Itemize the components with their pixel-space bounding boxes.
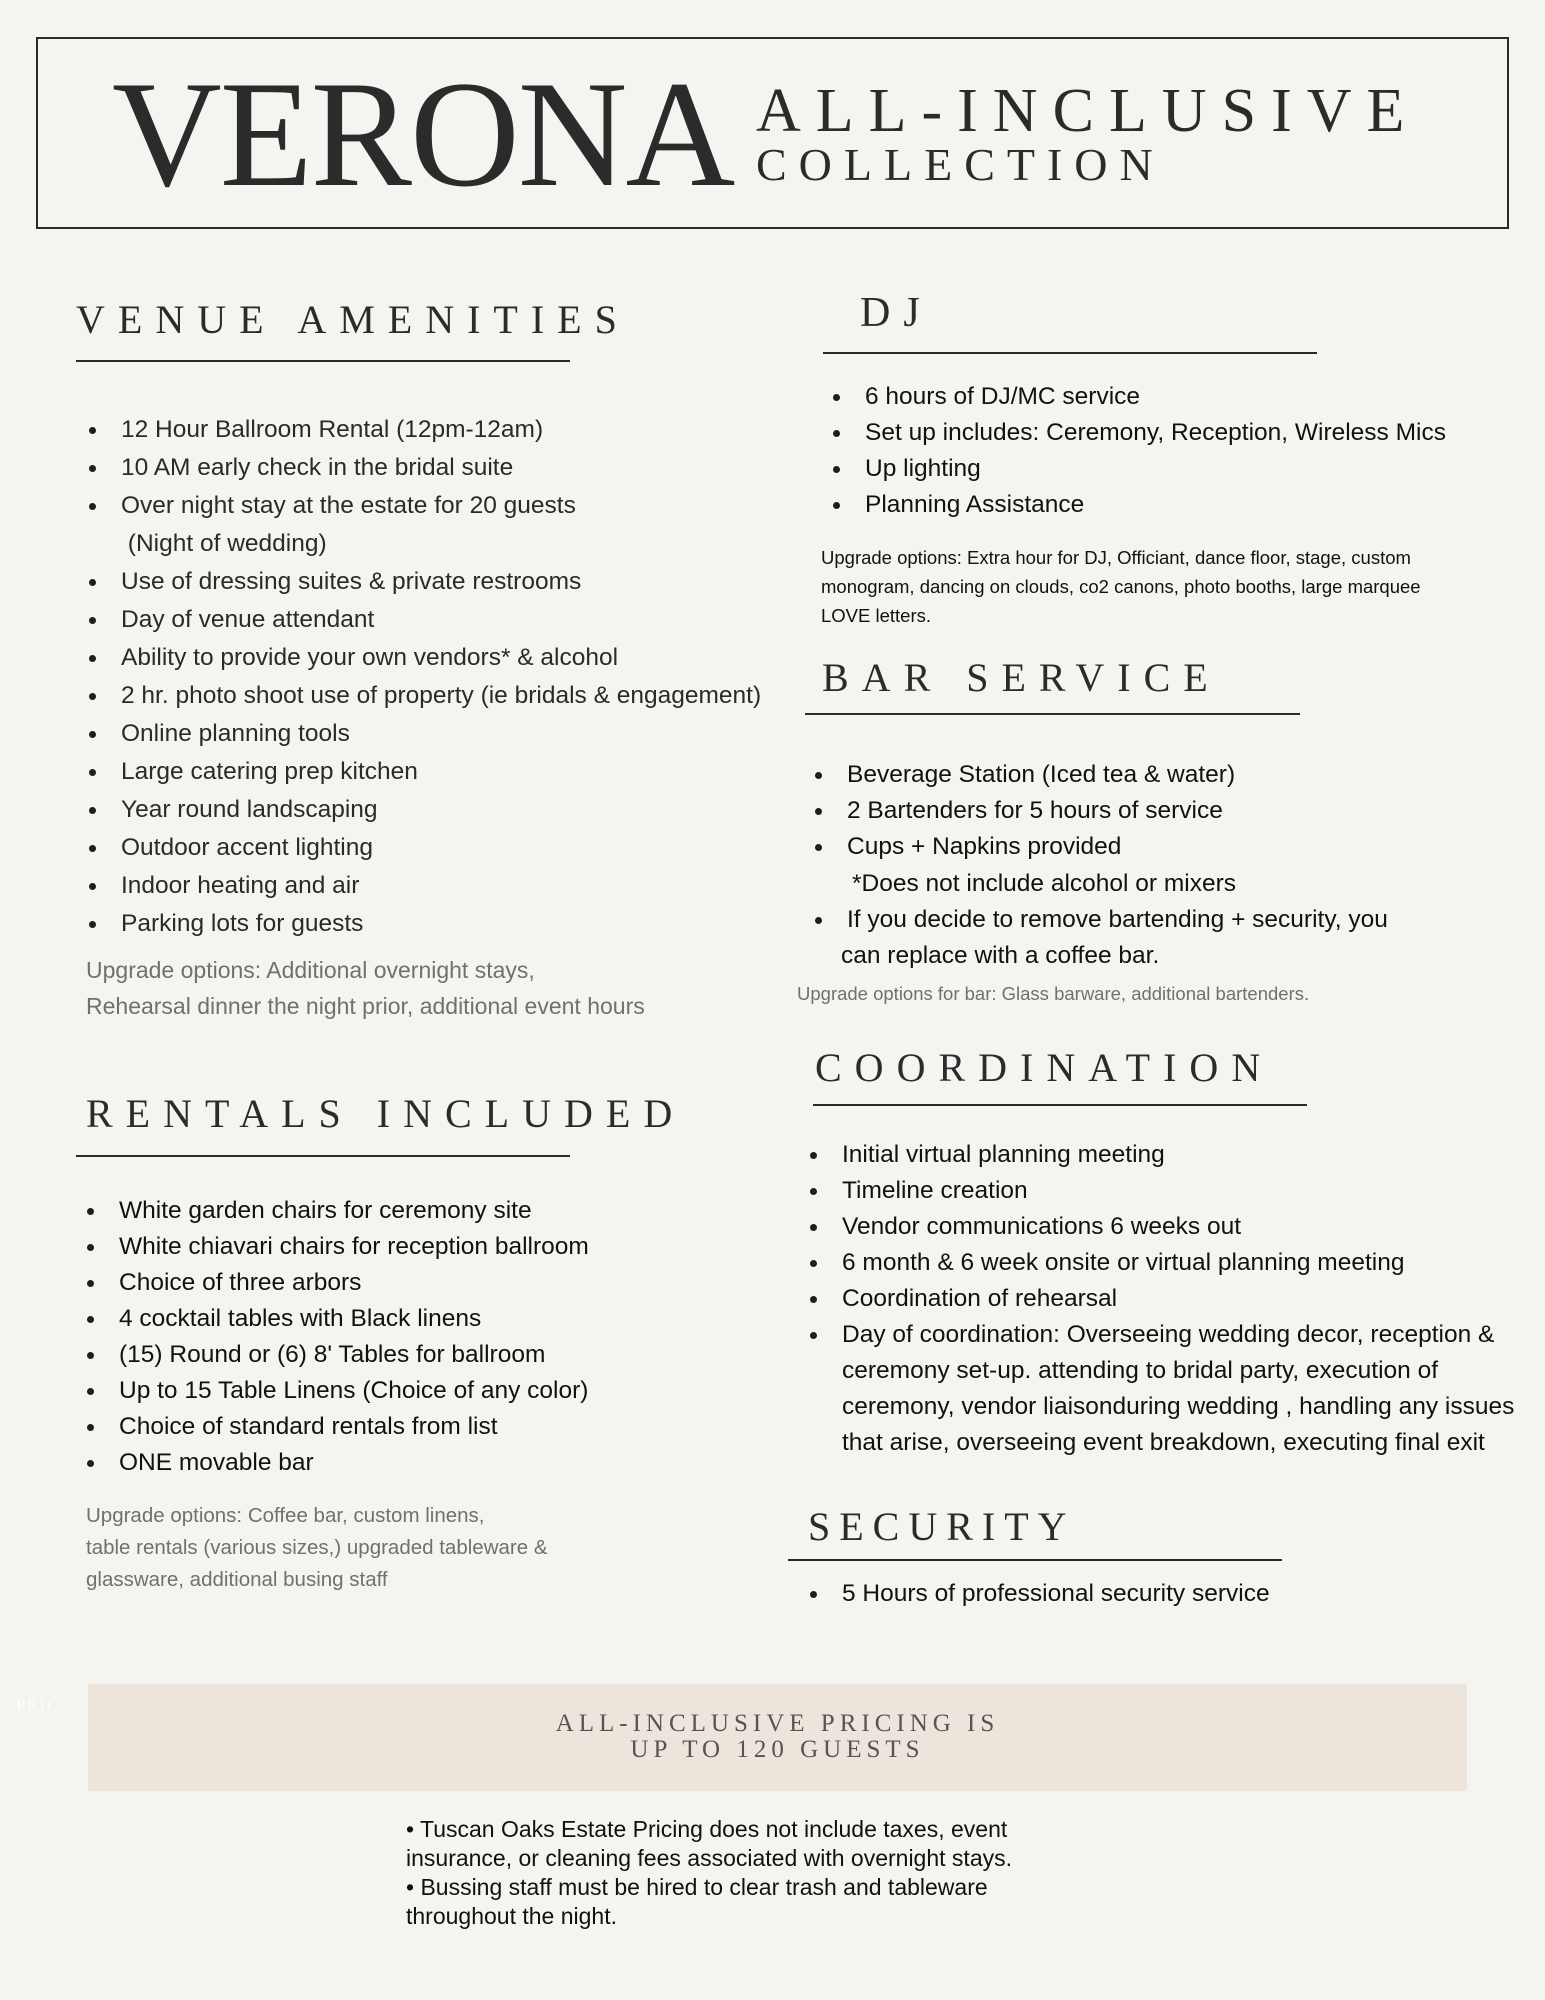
list-item: Planning Assistance	[865, 487, 1446, 523]
dj-list	[865, 379, 1446, 523]
list-item: Online planning tools	[121, 715, 761, 753]
list-item: 10 AM early check in the bridal suite	[121, 449, 761, 487]
list-item: Cups + Napkins provided	[847, 829, 1235, 865]
rentals-title: RENTALS INCLUDED	[86, 1091, 686, 1136]
footer-note-line: throughout the night.	[406, 1903, 617, 1929]
list-item: Coordination of rehearsal	[842, 1281, 1494, 1317]
rentals-upgrade-line: glassware, additional busing staff	[86, 1568, 388, 1591]
list-item: Timeline creation	[842, 1173, 1494, 1209]
coordination-continuation	[842, 1353, 1514, 1461]
list-item: Choice of three arbors	[119, 1265, 589, 1301]
list-item: Beverage Station (Iced tea & water)	[847, 757, 1235, 793]
bar-service-title: BAR SERVICE	[822, 655, 1221, 700]
venue-upgrade-line: Rehearsal dinner the night prior, additional event hours	[86, 993, 645, 1019]
list-item: Large catering prep kitchen	[121, 753, 761, 791]
list-item: (15) Round or (6) 8' Tables for ballroom	[119, 1337, 589, 1373]
dj-divider	[823, 352, 1317, 354]
dj-upgrade-line: Upgrade options: Extra hour for DJ, Officiant, dance floor, stage, custom	[821, 547, 1411, 568]
collection-subtitle-line1: ALL-INCLUSIVE	[756, 77, 1420, 145]
dj-upgrade-line: LOVE letters.	[821, 605, 932, 626]
list-item: 12 Hour Ballroom Rental (12pm-12am)	[121, 411, 761, 449]
security-divider	[788, 1559, 1282, 1561]
list-item: 6 hours of DJ/MC service	[865, 379, 1446, 415]
list-item: Up lighting	[865, 451, 1446, 487]
footer-note-line: • Tuscan Oaks Estate Pricing does not include taxes, event	[406, 1816, 1008, 1842]
rentals-upgrade-note	[86, 1500, 548, 1596]
dj-upgrade-line: monogram, dancing on clouds, co2 canons, photo booths, large marquee	[821, 576, 1421, 597]
security-list	[842, 1576, 1270, 1612]
list-item: Indoor heating and air	[121, 867, 761, 905]
list-item: Vendor communications 6 weeks out	[842, 1209, 1494, 1245]
collection-subtitle-line2: COLLECTION	[756, 139, 1165, 190]
venue-amenities-divider	[76, 360, 570, 362]
list-item: ONE movable bar	[119, 1445, 589, 1481]
dj-title: DJ	[860, 290, 933, 336]
dj-upgrade-note	[821, 543, 1421, 630]
list-item-continuation: ceremony, vendor liaisonduring wedding , handling any issues	[842, 1393, 1515, 1420]
list-item: 2 hr. photo shoot use of property (ie bridals & engagement)	[121, 677, 761, 715]
bar-service-list-extra	[847, 902, 1388, 938]
bar-upgrade-note: Upgrade options for bar: Glass barware, additional bartenders.	[797, 983, 1310, 1004]
venue-amenities-title: VENUE AMENITIES	[76, 297, 630, 342]
list-item: Up to 15 Table Linens (Choice of any color)	[119, 1373, 589, 1409]
footer-notes	[406, 1815, 1012, 1931]
footer-note-line: • Bussing staff must be hired to clear trash and tableware	[406, 1874, 988, 1900]
list-item: Parking lots for guests	[121, 905, 761, 943]
list-item: If you decide to remove bartending + security, you	[847, 902, 1388, 938]
bar-alcohol-note: *Does not include alcohol or mixers	[852, 870, 1237, 897]
rentals-upgrade-line: table rentals (various sizes,) upgraded tableware &	[86, 1536, 548, 1559]
list-item: Over night stay at the estate for 20 guests	[121, 487, 761, 525]
rentals-upgrade-line: Upgrade options: Coffee bar, custom linens,	[86, 1504, 485, 1527]
security-title: SECURITY	[808, 1504, 1076, 1549]
venue-upgrade-line: Upgrade options: Additional overnight stays,	[86, 957, 535, 983]
rentals-divider	[76, 1155, 570, 1157]
list-item: Ability to provide your own vendors* & alcohol	[121, 639, 761, 677]
list-item: 4 cocktail tables with Black linens	[119, 1301, 589, 1337]
pricing-line: UP TO 120 GUESTS	[630, 1736, 925, 1763]
list-item: Outdoor accent lighting	[121, 829, 761, 867]
list-item-continuation: can replace with a coffee bar.	[841, 942, 1160, 969]
coordination-title: COORDINATION	[815, 1045, 1274, 1090]
list-item: Use of dressing suites & private restrooms	[121, 563, 761, 601]
faded-pricing-label: PRIC	[16, 1697, 60, 1714]
list-item: White garden chairs for ceremony site	[119, 1193, 589, 1229]
venue-upgrade-note	[86, 952, 645, 1024]
pricing-line: ALL-INCLUSIVE PRICING IS	[555, 1710, 1000, 1737]
list-item: Initial virtual planning meeting	[842, 1137, 1494, 1173]
brand-title: VERONA	[112, 50, 734, 218]
rentals-list	[119, 1193, 589, 1481]
list-item: 2 Bartenders for 5 hours of service	[847, 793, 1235, 829]
list-item: Set up includes: Ceremony, Reception, Wireless Mics	[865, 415, 1446, 451]
pricing-banner-text	[88, 1711, 1467, 1763]
list-item: 6 month & 6 week onsite or virtual planning meeting	[842, 1245, 1494, 1281]
venue-amenities-list	[121, 411, 761, 943]
coordination-divider	[813, 1104, 1307, 1106]
list-item: Choice of standard rentals from list	[119, 1409, 589, 1445]
list-item: 5 Hours of professional security service	[842, 1576, 1270, 1612]
list-item: Year round landscaping	[121, 791, 761, 829]
footer-note-line: insurance, or cleaning fees associated with overnight stays.	[406, 1845, 1012, 1871]
list-item: Day of coordination: Overseeing wedding decor, reception &	[842, 1317, 1494, 1353]
coordination-list	[842, 1137, 1494, 1353]
bar-service-list	[847, 757, 1235, 865]
list-item-continuation: that arise, overseeing event breakdown, executing final exit	[842, 1429, 1485, 1456]
list-item-continuation: ceremony set-up. attending to bridal party, execution of	[842, 1357, 1439, 1384]
bar-service-divider	[805, 713, 1300, 715]
list-item: Day of venue attendant	[121, 601, 761, 639]
list-item-continuation: (Night of wedding)	[121, 530, 327, 557]
list-item: White chiavari chairs for reception ballroom	[119, 1229, 589, 1265]
